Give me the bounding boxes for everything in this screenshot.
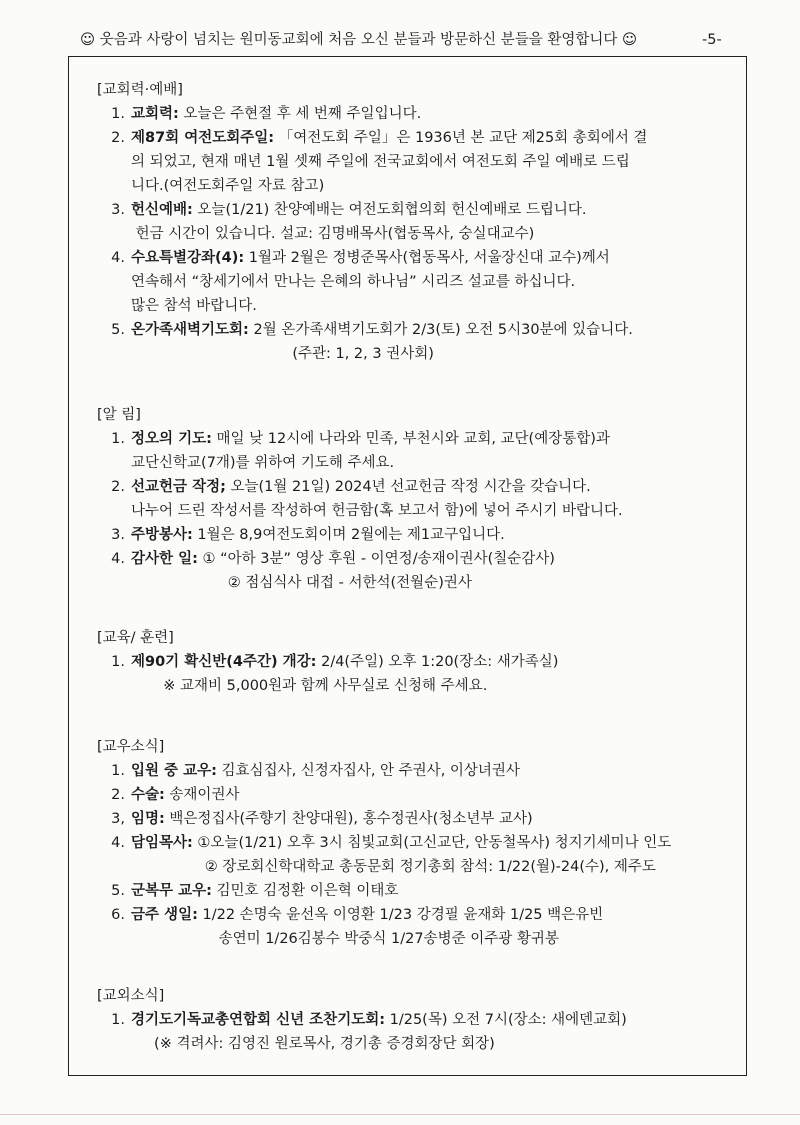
item-text: ① “아하 3분” 영상 후원 - 이연정/송재이권사(칠순감사) [197,551,555,567]
list-item [97,475,747,499]
item-label: 군복무 교우: [131,883,212,899]
item-continuation: 헌금 시간이 있습니다. 설교: 김명배목사(협동목사, 숭실대교수) [131,226,535,242]
list-item [97,650,747,674]
section-title: [교회력·예배] [97,82,183,98]
section-notices [97,403,747,595]
item-text: 매일 낮 12시에 나라와 민족, 부천시와 교회, 교단(예장통합)과 [211,431,610,447]
item-number: 5. [111,883,125,899]
item-text: 김효심집사, 신정자집사, 안 주권사, 이상녀권사 [216,763,520,779]
item-continuation: 니다.(여전도회주일 자료 참고) [131,178,325,194]
item-label: 임명: [131,811,165,827]
item-label: 교회력: [131,106,179,122]
item-label: 입원 중 교우: [131,763,217,779]
item-label: 제90기 확신반(4주간) 개강: [131,654,317,670]
item-number: 3. [111,527,125,543]
item-number: 4. [111,551,125,567]
item-body [131,807,747,831]
page-bottom-edge [0,1114,800,1115]
section-external [97,984,747,1056]
item-body [131,126,747,150]
item-text: 1월은 8,9여전도회이며 2월에는 제1교구입니다. [192,527,505,543]
item-body [131,783,747,807]
list-item [97,903,747,927]
item-text: 백은정집사(주향기 찬양대원), 홍수정권사(청소년부 교사) [164,811,533,827]
list-item [97,879,747,903]
item-label: 온가족새벽기도회: [131,322,249,338]
item-number: 5. [111,322,125,338]
item-text: 김민호 김정환 이은혁 이태호 [211,883,399,899]
item-label: 수요특별강좌(4): [131,250,245,266]
item-body [131,102,747,126]
section-title: [알 림] [97,407,141,423]
item-continuation: 나누어 드린 작성서를 작성하여 헌금함(혹 보고서 함)에 넣어 주시기 바랍니다. [131,503,623,519]
item-label: 수술: [131,787,165,803]
item-continuation: (※ 격려사: 김영진 원로목사, 경기총 증경회장단 회장) [131,1036,495,1052]
item-body [131,903,747,927]
page-header [80,28,740,52]
item-continuation: 교단신학교(7개)를 위하여 기도해 주세요. [131,455,395,471]
item-label: 감사한 일: [131,551,198,567]
item-continuation: 송연미 1/26김봉수 박중식 1/27송병준 이주광 황귀봉 [131,931,559,947]
item-body [131,475,747,499]
item-body [131,246,747,270]
item-body [131,547,747,571]
greeting-text: ☺ 웃음과 사랑이 넘치는 원미동교회에 처음 오신 분들과 방문하신 분들을 환영합니다 ☺ [80,32,638,48]
item-continuation: 연속해서 “창세기에서 만나는 은혜의 하나님” 시리즈 설교를 하십니다. [131,274,576,290]
item-number: 4. [111,250,125,266]
item-body [131,650,747,674]
section-members [97,735,747,951]
item-number: 3. [111,202,125,218]
section-worship [97,78,747,366]
item-continuation: 의 되었고, 현재 매년 1월 셋째 주일에 전국교회에서 여전도회 주일 예배로 드립 [131,154,630,170]
item-number: 1. [111,763,125,779]
item-text: 「여전도회 주일」은 1936년 본 교단 제25회 총회에서 결 [274,130,648,146]
item-body [131,759,747,783]
item-text: 1/22 손명숙 윤선옥 이영환 1/23 강경필 윤재화 1/25 백은유빈 [197,907,604,923]
list-item [97,198,747,222]
item-text: 송재이권사 [164,787,240,803]
item-body [131,318,747,342]
item-body [131,427,747,451]
item-text: 2/4(주일) 오후 1:20(장소: 새가족실) [316,654,559,670]
item-label: 선교헌금 작정; [131,479,226,495]
item-number: 2. [111,130,125,146]
item-body [131,1008,747,1032]
item-number: 1. [111,654,125,670]
list-item [97,126,747,150]
item-number: 2. [111,787,125,803]
item-text: 1/25(목) 오전 7시(장소: 새에덴교회) [385,1012,627,1028]
item-text: 2월 온가족새벽기도회가 2/3(토) 오전 5시30분에 있습니다. [248,322,633,338]
section-education [97,626,747,698]
item-body [131,831,747,855]
item-text: ①오늘(1/21) 오후 3시 침빛교회(고신교단, 안동철목사) 청지기세미나 인도 [192,835,672,851]
item-label: 담임목사: [131,835,193,851]
page-number: -5- [702,32,722,48]
list-item [97,831,747,855]
list-item [97,102,747,126]
item-label: 주방봉사: [131,527,193,543]
item-label: 경기도기독교총연합회 신년 조찬기도회: [131,1012,386,1028]
item-continuation: ※ 교재비 5,000원과 함께 사무실로 신청해 주세요. [131,678,488,694]
item-body [131,198,747,222]
item-number: 2. [111,479,125,495]
list-item [97,318,747,342]
list-item [97,246,747,270]
section-title: [교육/ 훈련] [97,630,174,646]
item-label: 헌신예배: [131,202,193,218]
list-item [97,523,747,547]
list-item [97,547,747,571]
item-text: 1월과 2월은 정병준목사(협동목사, 서울장신대 교수)께서 [244,250,610,266]
section-title: [교외소식] [97,988,165,1004]
item-text: 오늘(1월 21일) 2024년 선교헌금 작정 시간을 갖습니다. [225,479,591,495]
item-continuation: ② 점심식사 대접 - 서한석(전월순)권사 [131,575,472,591]
item-body [131,523,747,547]
section-title: [교우소식] [97,739,165,755]
item-number: 4. [111,835,125,851]
list-item [97,783,747,807]
item-number: 1. [111,1012,125,1028]
list-item [97,807,747,831]
item-number: 1. [111,106,125,122]
item-continuation: (주관: 1, 2, 3 권사회) [131,346,434,362]
item-number: 6. [111,907,125,923]
item-number: 1. [111,431,125,447]
item-continuation: ② 장로회신학대학교 총동문회 정기총회 참석: 1/22(월)-24(수), 제주도 [131,859,656,875]
item-number: 3, [111,811,125,827]
list-item [97,759,747,783]
list-item [97,1008,747,1032]
list-item [97,427,747,451]
item-continuation: 많은 참석 바랍니다. [131,298,257,314]
item-label: 제87회 여전도회주일: [131,130,275,146]
item-label: 정오의 기도: [131,431,212,447]
item-label: 금주 생일: [131,907,198,923]
item-text: 오늘은 주현절 후 세 번째 주일입니다. [178,106,422,122]
item-text: 오늘(1/21) 찬양예배는 여전도회협의회 헌신예배로 드립니다. [192,202,587,218]
item-body [131,879,747,903]
